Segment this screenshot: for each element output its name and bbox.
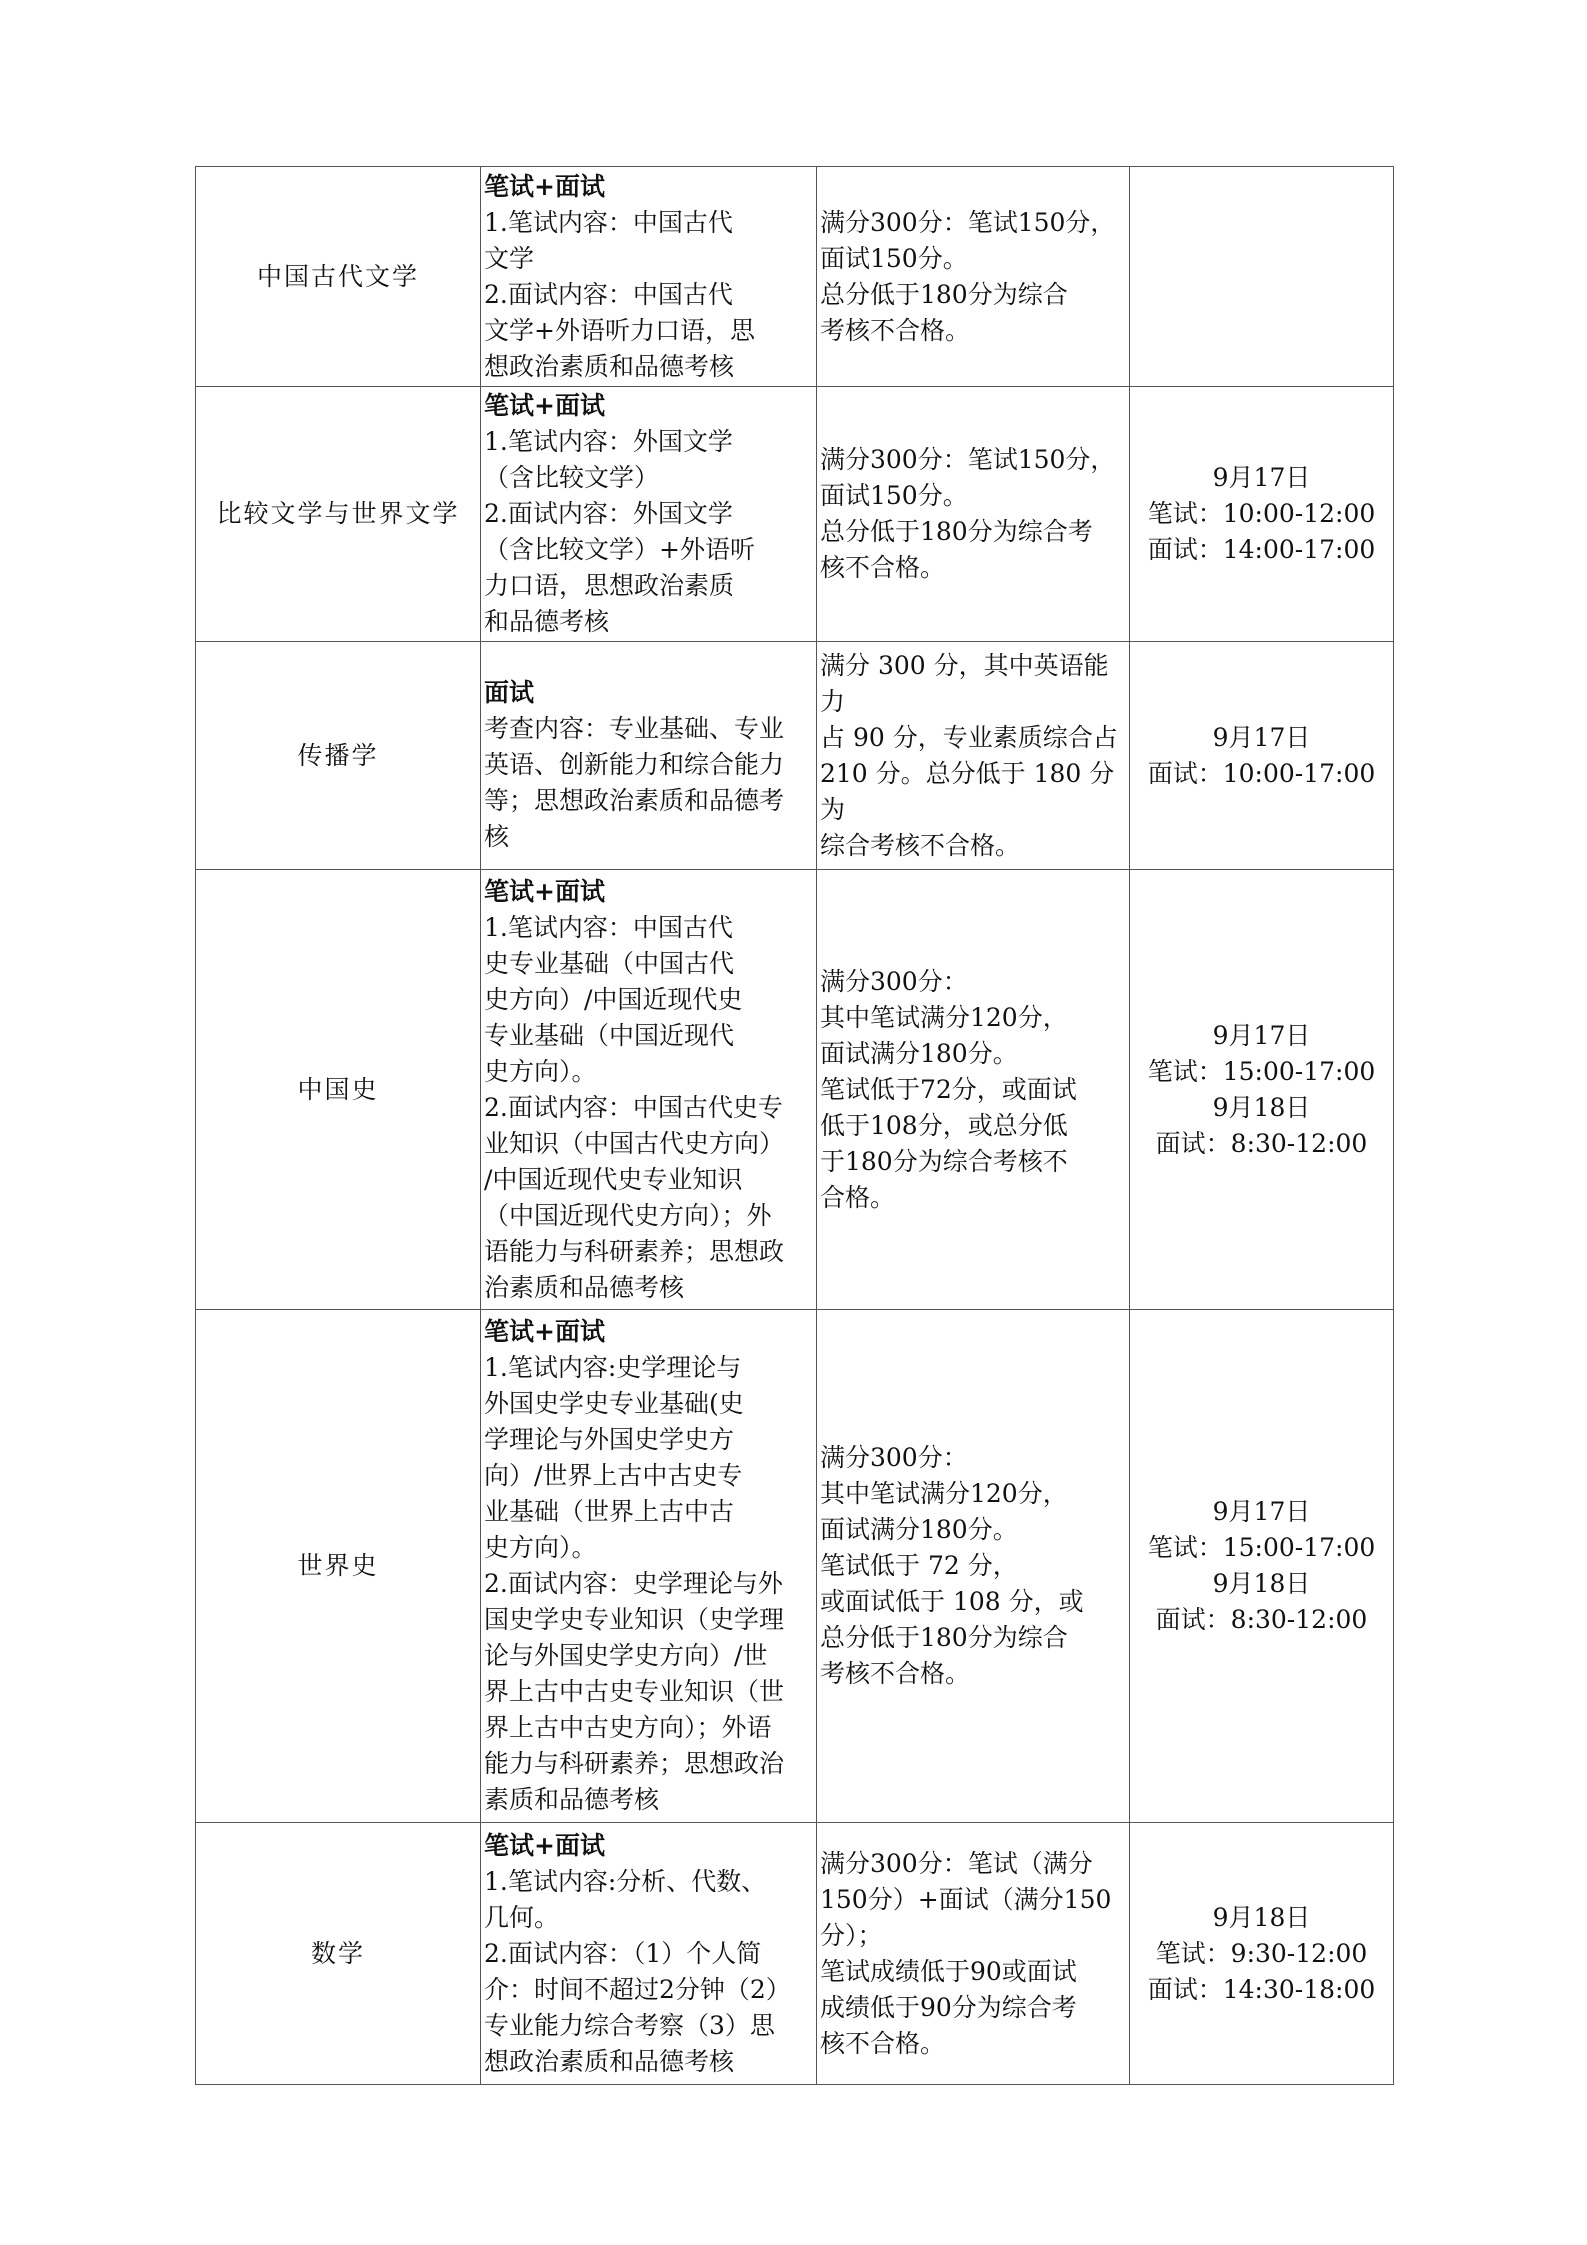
content-line: 考查内容：专业基础、专业 (484, 713, 785, 743)
time-cell (1130, 1823, 1394, 2085)
content-line: 几何。 (484, 1902, 560, 1932)
content-line: 国史学史专业知识（史学理 (484, 1605, 785, 1634)
score-line: 合格。 (820, 1182, 896, 1212)
time-cell (1130, 167, 1394, 387)
content-line: 专业能力综合考察（3）思 (484, 2010, 775, 2040)
time-slot: 面试：14:30-18:00 (1147, 1974, 1376, 2004)
content-line: 业知识（中国古代史方向） (484, 1128, 785, 1158)
score-line: 综合考核不合格。 (820, 830, 1021, 860)
score-line: 面试满分180分。 (820, 1515, 1018, 1544)
score-line: 面试150分。 (820, 481, 968, 510)
content-line: 治素质和品德考核 (484, 1272, 685, 1302)
score-line: 核不合格。 (820, 2028, 946, 2058)
table-row (196, 1823, 1394, 2085)
score-line: 于180分为综合考核不 (820, 1146, 1068, 1176)
time-slot: 面试：10:00-17:00 (1147, 758, 1376, 788)
score-line: 分）； (820, 1920, 883, 1950)
score-cell (817, 1310, 1130, 1823)
content-line: 向）/世界上古中古史专 (484, 1461, 743, 1490)
time-cell (1130, 870, 1394, 1310)
score-line: 成绩低于90分为综合考 (820, 1992, 1077, 2022)
score-line: 满分300分： (820, 966, 968, 996)
score-line: 满分300分：笔试（满分 (820, 1848, 1093, 1878)
content-line: 界上古中古史专业知识（世 (484, 1677, 785, 1706)
score-line: 笔试成绩低于90或面试 (820, 1956, 1077, 1986)
content-line: 外国史学史专业基础(史 (484, 1389, 744, 1418)
score-line: 总分低于180分为综合 (820, 1623, 1068, 1652)
content-line: 界上古中古史方向）；外语 (484, 1713, 772, 1742)
content-line: 1.笔试内容:分析、代数、 (484, 1866, 767, 1896)
content-line: 2.面试内容：中国古代 (484, 279, 733, 309)
content-line: 想政治素质和品德考核 (484, 351, 735, 381)
content-line: 1.笔试内容：中国古代 (484, 912, 733, 942)
content-line: 2.面试内容：史学理论与外 (484, 1569, 783, 1598)
score-line: 面试150分。 (820, 243, 968, 273)
content-line: 英语、创新能力和综合能力 (484, 749, 785, 779)
exam-date: 9月18日 (1212, 1902, 1311, 1932)
score-cell (817, 387, 1130, 642)
assessment-content-cell (481, 387, 817, 642)
time-slot: 笔试：15:00-17:00 (1147, 1533, 1376, 1562)
score-line: 占 90 分，专业素质综合占 (820, 722, 1118, 752)
content-line: 史方向）。 (484, 1056, 597, 1086)
content-line: 专业基础（中国近现代 (484, 1020, 735, 1050)
time-cell (1130, 1310, 1394, 1823)
assessment-type: 笔试+面试 (484, 171, 605, 201)
content-line: （中国近现代史方向）；外 (484, 1200, 772, 1230)
score-line: 150分）+面试（满分150 (820, 1884, 1112, 1914)
time-cell (1130, 387, 1394, 642)
score-line: 考核不合格。 (820, 1659, 971, 1688)
score-line: 其中笔试满分120分， (820, 1002, 1068, 1032)
exam-date: 9月17日 (1212, 722, 1311, 752)
content-line: 1.笔试内容：中国古代 (484, 207, 733, 237)
assessment-type: 面试 (484, 677, 535, 707)
time-slot: 笔试：15:00-17:00 (1147, 1056, 1376, 1086)
score-line: 其中笔试满分120分， (820, 1479, 1068, 1508)
table-row (196, 870, 1394, 1310)
table-row (196, 1310, 1394, 1823)
exam-date: 9月18日 (1212, 1569, 1311, 1598)
content-line: /中国近现代史专业知识 (484, 1164, 743, 1194)
score-line: 考核不合格。 (820, 315, 971, 345)
table-row (196, 642, 1394, 870)
score-cell (817, 167, 1130, 387)
score-line: 总分低于180分为综合考 (820, 517, 1093, 546)
score-line: 或面试低于 108 分，或 (820, 1587, 1084, 1616)
content-line: 介：时间不超过2分钟（2） (484, 1974, 791, 2004)
content-line: （含比较文学）+外语听 (484, 535, 755, 564)
score-line: 笔试低于 72 分， (820, 1551, 1018, 1580)
assessment-type: 笔试+面试 (484, 1317, 605, 1346)
content-line: 想政治素质和品德考核 (484, 2046, 735, 2076)
content-line: 文学+外语听力口语，思 (484, 315, 755, 345)
score-line: 核不合格。 (820, 553, 946, 582)
table-row (196, 387, 1394, 642)
subject-cell: 数学 (196, 1823, 481, 2085)
exam-date: 9月17日 (1212, 1020, 1311, 1050)
content-line: 文学 (484, 243, 535, 273)
content-line: 史专业基础（中国古代 (484, 948, 735, 978)
score-cell (817, 870, 1130, 1310)
score-line: 满分300分：笔试150分， (820, 207, 1116, 237)
content-line: （含比较文学） (484, 463, 660, 492)
content-line: 史方向）/中国近现代史 (484, 984, 743, 1014)
content-line: 2.面试内容：中国古代史专 (484, 1092, 783, 1122)
content-line: 1.笔试内容：外国文学 (484, 427, 733, 456)
content-line: 力口语，思想政治素质 (484, 571, 735, 600)
content-line: 论与外国史学史方向）/世 (484, 1641, 768, 1670)
exam-schedule-table (195, 166, 1394, 2085)
score-line: 面试满分180分。 (820, 1038, 1018, 1068)
content-line: 和品德考核 (484, 607, 610, 636)
exam-date: 9月17日 (1212, 463, 1311, 492)
content-line: 等；思想政治素质和品德考 (484, 785, 785, 815)
assessment-content-cell (481, 870, 817, 1310)
score-line: 低于108分，或总分低 (820, 1110, 1068, 1140)
exam-date: 9月18日 (1212, 1092, 1311, 1122)
assessment-content-cell (481, 1823, 817, 2085)
assessment-type: 笔试+面试 (484, 876, 605, 906)
assessment-content-cell (481, 1310, 817, 1823)
score-line: 满分 300 分，其中英语能力 (820, 650, 1109, 716)
time-slot: 笔试：10:00-12:00 (1147, 499, 1376, 528)
subject-cell: 中国史 (196, 870, 481, 1310)
content-line: 史方向）。 (484, 1533, 597, 1562)
content-line: 2.面试内容：（1）个人简 (484, 1938, 762, 1968)
score-line: 总分低于180分为综合 (820, 279, 1068, 309)
table-row (196, 167, 1394, 387)
content-line: 2.面试内容：外国文学 (484, 499, 733, 528)
assessment-content-cell (481, 167, 817, 387)
time-slot: 面试：8:30-12:00 (1155, 1128, 1368, 1158)
subject-cell: 中国古代文学 (196, 167, 481, 387)
content-line: 1.笔试内容:史学理论与 (484, 1353, 742, 1382)
score-line: 满分300分：笔试150分， (820, 445, 1116, 474)
assessment-type: 笔试+面试 (484, 1830, 605, 1860)
score-cell (817, 642, 1130, 870)
score-line: 笔试低于72分，或面试 (820, 1074, 1077, 1104)
score-line: 满分300分： (820, 1443, 968, 1472)
content-line: 业基础（世界上古中古 (484, 1497, 735, 1526)
content-line: 语能力与科研素养；思想政 (484, 1236, 785, 1266)
time-slot: 面试：8:30-12:00 (1155, 1605, 1368, 1634)
time-slot: 笔试：9:30-12:00 (1155, 1938, 1368, 1968)
subject-cell: 世界史 (196, 1310, 481, 1823)
subject-cell: 比较文学与世界文学 (196, 387, 481, 642)
table-body (196, 167, 1394, 2085)
assessment-content-cell (481, 642, 817, 870)
subject-cell: 传播学 (196, 642, 481, 870)
content-line: 能力与科研素养；思想政治 (484, 1749, 785, 1778)
content-line: 素质和品德考核 (484, 1785, 660, 1814)
time-cell (1130, 642, 1394, 870)
score-cell (817, 1823, 1130, 2085)
assessment-type: 笔试+面试 (484, 391, 605, 420)
content-line: 学理论与外国史学史方 (484, 1425, 735, 1454)
content-line: 核 (484, 821, 510, 851)
time-slot: 面试：14:00-17:00 (1147, 535, 1376, 564)
exam-date: 9月17日 (1212, 1497, 1311, 1526)
score-line: 210 分。总分低于 180 分为 (820, 758, 1115, 824)
